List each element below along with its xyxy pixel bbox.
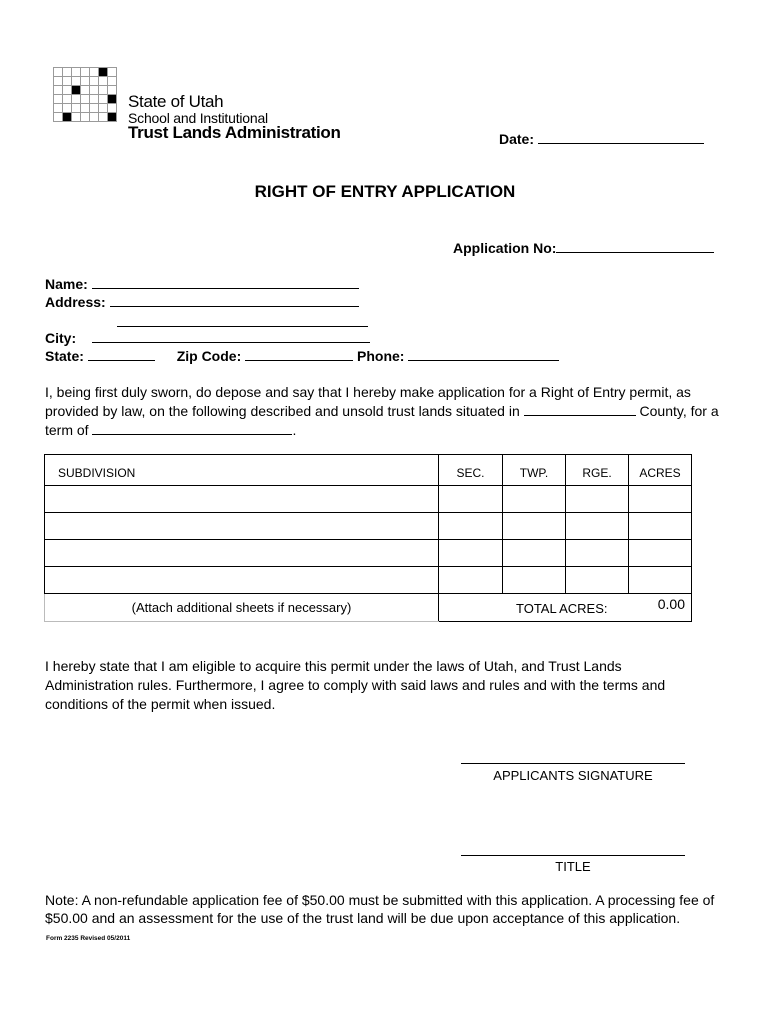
land-description-table: [44, 454, 692, 622]
table-header-acres: ACRES: [629, 455, 692, 486]
signature-line[interactable]: [461, 763, 685, 764]
page-title: RIGHT OF ENTRY APPLICATION: [254, 182, 516, 201]
logo-grid-icon: [53, 67, 123, 140]
statement-paragraph: [45, 383, 735, 440]
fee-note-line1: Note: A non-refundable application fee of $50.00 must be submitted with this application. A processing fee of: [45, 892, 715, 908]
date-input-line[interactable]: [538, 129, 704, 144]
sec-cell[interactable]: [439, 513, 503, 540]
address-field: [45, 292, 359, 310]
table-row: [45, 540, 692, 567]
address-input-line-2[interactable]: [117, 312, 368, 327]
rge-cell[interactable]: [566, 567, 629, 594]
eligibility-line1: I hereby state that I am eligible to acquire this permit under the laws of Utah, and Trust Lands: [45, 658, 622, 674]
eligibility-line2: Administration rules. Furthermore, I agree to comply with said laws and rules and with the terms and: [45, 677, 666, 693]
name-input-line[interactable]: [92, 274, 359, 289]
name-field: [45, 274, 359, 292]
fee-note: [45, 891, 745, 927]
city-field: [45, 328, 370, 346]
statement-line2: provided by law, on the following described and unsold trust lands situated in: [45, 403, 520, 419]
acres-cell[interactable]: [629, 486, 692, 513]
table-header-rge: RGE.: [566, 455, 629, 486]
city-label: City:: [45, 330, 77, 346]
acres-cell[interactable]: [629, 540, 692, 567]
sec-cell[interactable]: [439, 567, 503, 594]
rge-cell[interactable]: [566, 540, 629, 567]
zip-input-line[interactable]: [245, 346, 353, 361]
twp-cell[interactable]: [503, 486, 566, 513]
eligibility-paragraph: [45, 657, 735, 714]
term-input-line[interactable]: [92, 422, 292, 435]
org-name-line3: Trust Lands Administration: [128, 123, 341, 142]
table-header-subdivision: SUBDIVISION: [45, 455, 439, 486]
attach-sheets-note: (Attach additional sheets if necessary): [45, 594, 439, 622]
fee-note-line2: $50.00 and an assessment for the use of the trust land will be due upon acceptance of this application.: [45, 910, 681, 926]
state-zip-phone-row: [45, 346, 559, 364]
application-no-input-line[interactable]: [556, 238, 714, 253]
name-label: Name:: [45, 276, 88, 292]
sec-cell[interactable]: [439, 486, 503, 513]
state-label: State:: [45, 348, 84, 364]
table-header-twp: TWP.: [503, 455, 566, 486]
rge-cell[interactable]: [566, 513, 629, 540]
city-input-line[interactable]: [92, 328, 370, 343]
title-line[interactable]: [461, 855, 685, 856]
table-row: [45, 513, 692, 540]
statement-period: .: [292, 422, 297, 438]
county-input-line[interactable]: [524, 403, 636, 416]
twp-cell[interactable]: [503, 513, 566, 540]
statement-term-label: term of: [45, 422, 89, 438]
date-label: Date:: [499, 131, 535, 147]
total-acres-cell: [439, 594, 692, 622]
form-id: Form 2235 Revised 05/2011: [46, 935, 131, 942]
sec-cell[interactable]: [439, 540, 503, 567]
subdivision-cell[interactable]: [45, 567, 439, 594]
twp-cell[interactable]: [503, 567, 566, 594]
org-name-line1: State of Utah: [128, 92, 224, 111]
statement-line1: I, being first duly sworn, do depose and say that I hereby make application for a Right of Entry permit, as: [45, 384, 691, 400]
subdivision-cell[interactable]: [45, 540, 439, 567]
total-acres-value: 0.00: [657, 596, 685, 612]
signature-label: APPLICANTS SIGNATURE: [493, 768, 653, 783]
org-name-line2: School and Institutional: [128, 110, 268, 126]
rge-cell[interactable]: [566, 486, 629, 513]
subdivision-cell[interactable]: [45, 513, 439, 540]
phone-input-line[interactable]: [408, 346, 559, 361]
state-input-line[interactable]: [88, 346, 155, 361]
table-row: [45, 567, 692, 594]
phone-label: Phone:: [357, 348, 405, 364]
table-header-sec: SEC.: [439, 455, 503, 486]
address-input-line[interactable]: [110, 292, 359, 307]
zip-label: Zip Code:: [176, 348, 242, 364]
acres-cell[interactable]: [629, 513, 692, 540]
subdivision-cell[interactable]: [45, 486, 439, 513]
statement-county-suffix: County, for a: [639, 403, 719, 419]
table-row: [45, 486, 692, 513]
total-acres-label: TOTAL ACRES:: [516, 601, 608, 616]
title-label: TITLE: [555, 859, 591, 874]
application-no-label: Application No:: [453, 240, 557, 256]
acres-cell[interactable]: [629, 567, 692, 594]
date-field: [499, 129, 704, 147]
application-no-field: [453, 238, 714, 256]
address-label: Address:: [45, 294, 106, 310]
twp-cell[interactable]: [503, 540, 566, 567]
eligibility-line3: conditions of the permit when issued.: [45, 696, 276, 712]
